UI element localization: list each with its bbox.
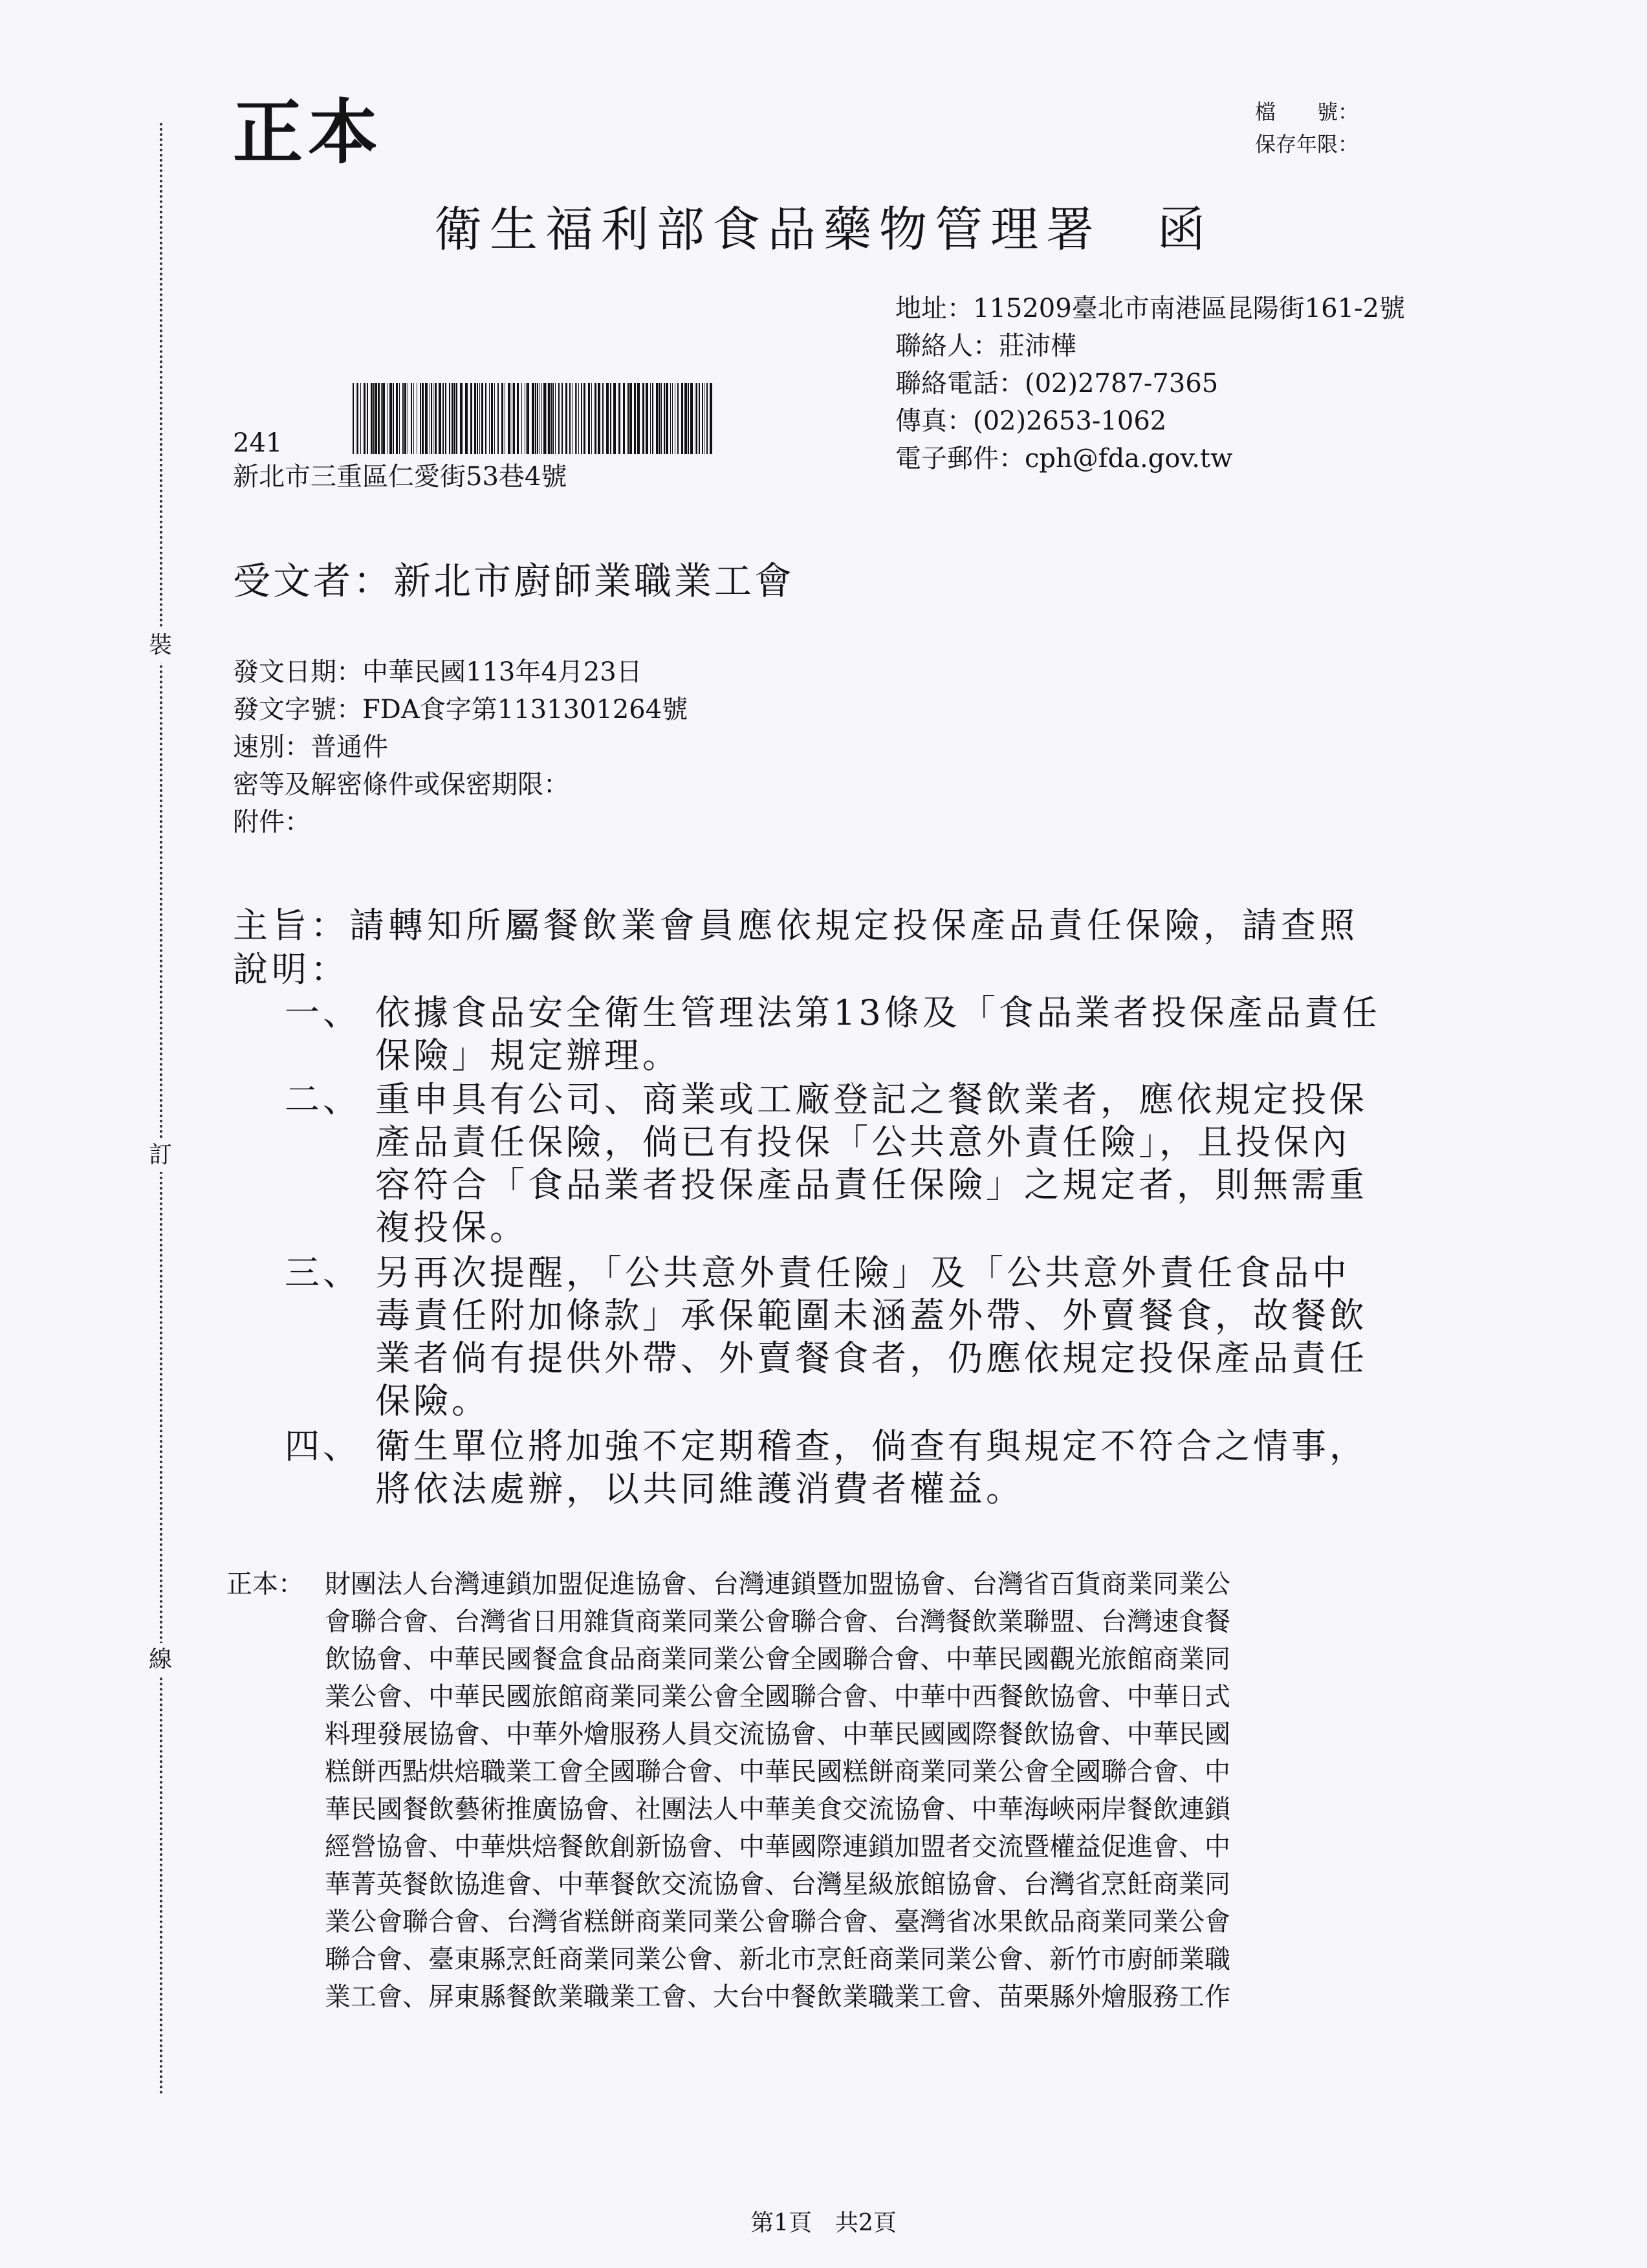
barcode — [353, 383, 714, 454]
original-copy-stamp: 正本 — [233, 92, 384, 173]
item-line: 產品責任保險，倘已有投保「公共意外責任險」，且投保內 — [375, 1122, 1350, 1162]
barcode-bar — [373, 383, 375, 454]
contact-email: 電子郵件：cph@fda.gov.tw — [895, 444, 1233, 474]
item-line: 依據食品安全衛生管理法第13條及「食品業者投保產品責任 — [375, 992, 1380, 1033]
binding-mark-zhuang: 裝 — [144, 629, 177, 662]
barcode-bar — [442, 383, 444, 454]
binding-line — [160, 123, 162, 2096]
barcode-bar — [532, 383, 534, 454]
cc-label: 正本： — [226, 1569, 304, 1599]
barcode-bar — [569, 383, 571, 454]
barcode-bar — [642, 383, 644, 454]
barcode-bar — [537, 383, 538, 454]
barcode-bar — [422, 383, 424, 454]
item-line: 毒責任附加條款」承保範圍未涵蓋外帶、外賣餐食，故餐飲 — [375, 1295, 1368, 1336]
barcode-bar — [684, 383, 687, 454]
contact-fax: 傳真：(02)2653-1062 — [895, 406, 1167, 436]
barcode-bar — [591, 383, 592, 454]
binding-mark-xian: 線 — [144, 1643, 177, 1677]
barcode-bar — [489, 383, 490, 454]
barcode-bar — [431, 383, 432, 454]
barcode-bar — [610, 383, 611, 454]
barcode-bar — [627, 383, 629, 454]
barcode-bar — [375, 383, 377, 454]
barcode-bar — [572, 383, 573, 454]
barcode-bar — [465, 383, 468, 454]
barcode-bar — [479, 383, 480, 454]
barcode-bar — [474, 383, 476, 454]
item-line: 衛生單位將加強不定期稽查，倘查有與規定不符合之情事， — [375, 1426, 1368, 1467]
barcode-bar — [618, 383, 620, 454]
barcode-bar — [565, 383, 567, 454]
barcode-bar — [485, 383, 486, 454]
barcode-bar — [477, 383, 478, 454]
document-number: 發文字號：FDA食字第1131301264號 — [233, 695, 688, 725]
barcode-bar — [646, 383, 648, 454]
description-label: 說明： — [233, 949, 349, 990]
item-line: 容符合「食品業者投保產品責任保險」之規定者，則無需重 — [375, 1164, 1368, 1205]
barcode-bar — [575, 383, 576, 454]
barcode-bar — [393, 383, 394, 454]
barcode-bar — [699, 383, 700, 454]
barcode-bar — [389, 383, 392, 454]
barcode-bar — [435, 383, 437, 454]
barcode-bar — [681, 383, 683, 454]
barcode-bar — [706, 383, 708, 454]
contact-person: 聯絡人：莊沛樺 — [895, 331, 1076, 361]
contact-phone: 聯絡電話：(02)2787-7365 — [895, 369, 1219, 398]
barcode-bar — [425, 383, 428, 454]
barcode-bar — [588, 383, 590, 454]
barcode-bar — [551, 383, 552, 454]
barcode-bar — [497, 383, 499, 454]
barcode-bar — [445, 383, 446, 454]
retention-period-label: 保存年限： — [1255, 132, 1359, 157]
barcode-bar — [629, 383, 632, 454]
barcode-bar — [613, 383, 616, 454]
barcode-bar — [420, 383, 421, 454]
barcode-bar — [501, 383, 503, 454]
barcode-bar — [360, 383, 361, 454]
barcode-bar — [456, 383, 457, 454]
barcode-bar — [470, 383, 472, 454]
cc-line: 財團法人台灣連鎖加盟促進協會、台灣連鎖暨加盟協會、台灣省百貨商業同業公 — [325, 1569, 1230, 1599]
barcode-bar — [578, 383, 579, 454]
file-meta — [1255, 96, 1358, 160]
barcode-bar — [491, 383, 493, 454]
cc-line: 華民國餐飲藝術推廣協會、社團法人中華美食交流協會、中華海峽兩岸餐飲連鎖 — [325, 1794, 1230, 1824]
barcode-bar — [399, 383, 400, 454]
document-meta — [233, 653, 688, 841]
barcode-bar — [688, 383, 689, 454]
speed-class: 速別：普通件 — [233, 732, 388, 762]
barcode-bar — [378, 383, 380, 454]
barcode-bar — [650, 383, 651, 454]
item-line: 業者倘有提供外帶、外賣餐食者，仍應依規定投保產品責任 — [375, 1338, 1368, 1379]
barcode-bar — [584, 383, 585, 454]
item-number: 三、 — [285, 1252, 361, 1293]
item-line: 複投保。 — [375, 1207, 528, 1248]
barcode-bar — [460, 383, 463, 454]
cc-line: 華菁英餐飲協進會、中華餐飲交流協會、台灣星級旅館協會、台灣省烹飪商業同 — [325, 1870, 1230, 1899]
barcode-bar — [576, 383, 577, 454]
barcode-bar — [411, 383, 412, 454]
contact-address: 地址：115209臺北市南港區昆陽街161-2號 — [895, 294, 1406, 323]
barcode-bar — [527, 383, 529, 454]
barcode-bar — [555, 383, 556, 454]
barcode-bar — [659, 383, 660, 454]
item-line: 將依法處辦，以共同維護消費者權益。 — [375, 1468, 1024, 1509]
attachment: 附件： — [233, 807, 311, 837]
barcode-bar — [381, 383, 382, 454]
barcode-bar — [652, 383, 653, 454]
item-line: 保險。 — [375, 1380, 490, 1421]
binding-mark-ding: 訂 — [144, 1139, 177, 1172]
barcode-bar — [371, 383, 373, 454]
contact-block — [895, 290, 1405, 477]
cc-line: 會聯合會、台灣省日用雜貨商業同業公會聯合會、台灣餐飲業聯盟、台灣速食餐 — [325, 1607, 1230, 1637]
barcode-bar — [452, 383, 453, 454]
barcode-bar — [672, 383, 673, 454]
barcode-bar — [513, 383, 515, 454]
barcode-bar — [670, 383, 671, 454]
barcode-bar — [696, 383, 697, 454]
cc-line: 糕餅西點烘焙職業工會全國聯合會、中華民國糕餅商業同業公會全國聯合會、中 — [325, 1757, 1230, 1787]
barcode-bar — [634, 383, 636, 454]
barcode-bar — [637, 383, 640, 454]
item-line: 重申具有公司、商業或工廠登記之餐飲業者，應依規定投保 — [375, 1079, 1368, 1120]
barcode-bar — [382, 383, 385, 454]
barcode-bar — [449, 383, 450, 454]
cc-line: 經營協會、中華烘焙餐飲創新協會、中華國際連鎖加盟者交流暨權益促進會、中 — [325, 1832, 1230, 1862]
barcode-bar — [581, 383, 582, 454]
postal-code: 241 — [233, 428, 283, 458]
barcode-bar — [404, 383, 406, 454]
barcode-bar — [494, 383, 495, 454]
item-line: 保險」規定辦理。 — [375, 1035, 681, 1076]
barcode-bar — [661, 383, 662, 454]
file-number-label: 檔 號： — [1255, 100, 1359, 124]
barcode-bar — [367, 383, 368, 454]
barcode-bar — [526, 383, 527, 454]
item-line: 另再次提醒，「公共意外責任險」及「公共意外責任食品中 — [375, 1252, 1350, 1293]
barcode-bar — [558, 383, 560, 454]
barcode-bar — [521, 383, 522, 454]
secrecy-level: 密等及解密條件或保密期限： — [233, 770, 569, 800]
page-number: 第1頁 共2頁 — [750, 2210, 897, 2236]
cc-line: 料理發展協會、中華外燴服務人員交流協會、中華民國國際餐飲協會、中華民國 — [325, 1719, 1230, 1749]
barcode-bar — [413, 383, 414, 454]
barcode-bar — [562, 383, 563, 454]
subject: 主旨：請轉知所屬餐飲業會員應依規定投保產品責任保險，請查照 — [233, 905, 1358, 946]
barcode-bar — [535, 383, 536, 454]
barcode-bar — [623, 383, 625, 454]
item-number: 二、 — [285, 1079, 361, 1120]
cc-line: 飲協會、中華民國餐盒食品商業同業公會全國聯合會、中華民國觀光旅館商業同 — [325, 1644, 1230, 1674]
barcode-bar — [606, 383, 609, 454]
recipient: 受文者：新北市廚師業職業工會 — [233, 559, 795, 603]
barcode-bar — [453, 383, 455, 454]
barcode-bar — [364, 383, 365, 454]
barcode-bar — [602, 383, 604, 454]
barcode-bar — [548, 383, 550, 454]
barcode-bar — [598, 383, 600, 454]
barcode-bar — [543, 383, 546, 454]
document-title: 衛生福利部食品藥物管理署 函 — [434, 202, 1213, 257]
mailing-address: 新北市三重區仁愛街53巷4號 — [233, 462, 567, 492]
cc-line: 業公會聯合會、台灣省糕餅商業同業公會聯合會、臺灣省冰果飲品商業同業公會 — [325, 1907, 1230, 1937]
barcode-bar — [396, 383, 398, 454]
barcode-bar — [508, 383, 510, 454]
item-number: 四、 — [285, 1426, 361, 1467]
barcode-bar — [517, 383, 519, 454]
cc-line: 業工會、屏東縣餐飲業職業工會、大台中餐飲業職業工會、苗栗縣外燴服務工作 — [325, 1982, 1230, 2012]
barcode-bar — [690, 383, 693, 454]
barcode-bar — [677, 383, 679, 454]
issue-date: 發文日期：中華民國113年4月23日 — [233, 657, 642, 687]
barcode-bar — [481, 383, 483, 454]
barcode-bar — [710, 383, 712, 454]
barcode-bar — [357, 383, 358, 454]
barcode-bar — [541, 383, 542, 454]
cc-line: 業公會、中華民國旅館商業同業公會全國聯合會、中華中西餐飲協會、中華日式 — [325, 1682, 1230, 1712]
barcode-bar — [387, 383, 388, 454]
barcode-bar — [552, 383, 554, 454]
barcode-bar — [439, 383, 441, 454]
barcode-bar — [666, 383, 668, 454]
item-number: 一、 — [285, 992, 361, 1033]
barcode-bar — [656, 383, 658, 454]
barcode-bar — [702, 383, 703, 454]
barcode-bar — [664, 383, 665, 454]
barcode-bar — [353, 383, 354, 454]
barcode-bar — [402, 383, 404, 454]
barcode-bar — [594, 383, 596, 454]
cc-line: 聯合會、臺東縣烹飪商業同業公會、新北市烹飪商業同業公會、新竹市廚師業職 — [325, 1945, 1230, 1974]
